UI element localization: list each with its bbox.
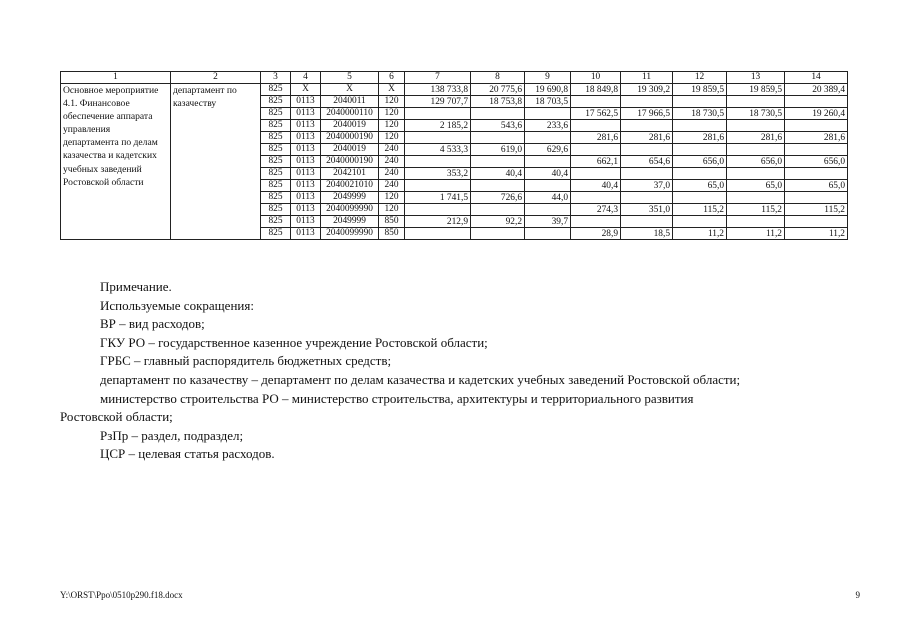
table-cell-col-11: 17 966,5 (621, 108, 673, 120)
table-cell-col-4: 0113 (291, 120, 321, 132)
table-cell-col-14: 11,2 (785, 228, 848, 240)
table-cell-col-13: 18 730,5 (727, 108, 785, 120)
table-cell-col-4: 0113 (291, 204, 321, 216)
column-number-10: 10 (571, 72, 621, 84)
table-cell-col-13: 656,0 (727, 156, 785, 168)
table-cell-col-3: 825 (261, 156, 291, 168)
table-cell-col-14 (785, 168, 848, 180)
table-cell-col-4: X (291, 84, 321, 96)
column-number-11: 11 (621, 72, 673, 84)
table-row (61, 84, 848, 96)
table-cell-col-3: 825 (261, 216, 291, 228)
footer-file-path: Y:\ORST\Ppo\0510p290.f18.docx (60, 590, 183, 600)
table-cell-col-11 (621, 120, 673, 132)
table-cell-col-14 (785, 120, 848, 132)
note-item-vr: ВР – вид расходов; (100, 316, 205, 332)
table-cell-col-12 (673, 192, 727, 204)
executor-cell: департамент по казачеству (171, 84, 261, 240)
note-item-rzpr: РзПр – раздел, подраздел; (100, 427, 244, 443)
column-number-5: 5 (321, 72, 379, 84)
table-cell-col-8 (471, 108, 525, 120)
table-cell-col-5: 2042101 (321, 168, 379, 180)
table-cell-col-13: 19 859,5 (727, 84, 785, 96)
table-cell-col-4: 0113 (291, 96, 321, 108)
table-cell-col-14 (785, 216, 848, 228)
table-cell-col-9: 18 703,5 (525, 96, 571, 108)
table-cell-col-14: 281,6 (785, 132, 848, 144)
table-cell-col-9 (525, 204, 571, 216)
table-cell-col-4: 0113 (291, 216, 321, 228)
table-cell-col-8: 92,2 (471, 216, 525, 228)
table-cell-col-12: 18 730,5 (673, 108, 727, 120)
table-cell-col-9: 40,4 (525, 168, 571, 180)
measure-name-cell: Основное мероприятие 4.1. Финансовое обеспечение аппарата управления департамента по делам казачества и кадетских учебных заведений Ростовской области (61, 84, 171, 240)
table-cell-col-8 (471, 228, 525, 240)
table-cell-col-6: 240 (379, 144, 405, 156)
table-cell-col-4: 0113 (291, 168, 321, 180)
table-cell-col-11 (621, 96, 673, 108)
table-cell-col-10: 28,9 (571, 228, 621, 240)
table-cell-col-6: 120 (379, 192, 405, 204)
table-cell-col-12 (673, 144, 727, 156)
column-number-14: 14 (785, 72, 848, 84)
table-cell-col-9 (525, 108, 571, 120)
table-cell-col-8: 18 753,8 (471, 96, 525, 108)
table-cell-col-5: 2040099990 (321, 204, 379, 216)
table-cell-col-4: 0113 (291, 192, 321, 204)
table-cell-col-3: 825 (261, 144, 291, 156)
column-number-2: 2 (171, 72, 261, 84)
table-cell-col-12: 281,6 (673, 132, 727, 144)
table-cell-col-12: 65,0 (673, 180, 727, 192)
table-cell-col-4: 0113 (291, 228, 321, 240)
table-cell-col-5: 2040000190 (321, 156, 379, 168)
table-cell-col-14 (785, 192, 848, 204)
table-cell-col-10 (571, 96, 621, 108)
table-cell-col-7: 4 533,3 (405, 144, 471, 156)
note-item-gku: ГКУ РО – государственное казенное учреждение Ростовской области; (100, 334, 488, 350)
table-cell-col-14: 20 389,4 (785, 84, 848, 96)
table-cell-col-11: 654,6 (621, 156, 673, 168)
table-cell-col-10: 281,6 (571, 132, 621, 144)
table-cell-col-10 (571, 168, 621, 180)
note-item-csr: ЦСР – целевая статья расходов. (100, 446, 275, 462)
notes-section (60, 278, 860, 464)
note-item-grbs: ГРБС – главный распорядитель бюджетных средств; (100, 353, 392, 369)
table-cell-col-9 (525, 228, 571, 240)
table-cell-col-12 (673, 120, 727, 132)
table-cell-col-6: 120 (379, 204, 405, 216)
table-cell-col-9 (525, 132, 571, 144)
table-cell-col-3: 825 (261, 120, 291, 132)
table-cell-col-14 (785, 96, 848, 108)
table-cell-col-8 (471, 180, 525, 192)
table-cell-col-4: 0113 (291, 144, 321, 156)
table-cell-col-3: 825 (261, 132, 291, 144)
table-cell-col-6: X (379, 84, 405, 96)
footer-page-number: 9 (855, 590, 860, 600)
table-cell-col-13 (727, 120, 785, 132)
table-cell-col-5: 2040000110 (321, 108, 379, 120)
table-cell-col-11 (621, 144, 673, 156)
table-cell-col-9: 39,7 (525, 216, 571, 228)
table-cell-col-14 (785, 144, 848, 156)
table-cell-col-6: 120 (379, 108, 405, 120)
column-number-1: 1 (61, 72, 171, 84)
table-cell-col-13: 11,2 (727, 228, 785, 240)
table-cell-col-7 (405, 132, 471, 144)
table-cell-col-3: 825 (261, 228, 291, 240)
table-cell-col-5: 2040019 (321, 144, 379, 156)
table-cell-col-7 (405, 156, 471, 168)
column-number-13: 13 (727, 72, 785, 84)
table-cell-col-5: 2049999 (321, 216, 379, 228)
table-cell-col-13 (727, 144, 785, 156)
column-number-9: 9 (525, 72, 571, 84)
table-cell-col-12 (673, 216, 727, 228)
table-cell-col-4: 0113 (291, 180, 321, 192)
table-cell-col-4: 0113 (291, 132, 321, 144)
table-cell-col-6: 120 (379, 132, 405, 144)
table-cell-col-3: 825 (261, 204, 291, 216)
table-cell-col-6: 240 (379, 180, 405, 192)
table-cell-col-9 (525, 180, 571, 192)
table-cell-col-4: 0113 (291, 108, 321, 120)
table-cell-col-3: 825 (261, 192, 291, 204)
table-cell-col-11 (621, 216, 673, 228)
table-cell-col-12 (673, 168, 727, 180)
budget-table (60, 71, 848, 240)
table-cell-col-12: 115,2 (673, 204, 727, 216)
table-cell-col-7 (405, 204, 471, 216)
table-cell-col-11 (621, 168, 673, 180)
table-cell-col-5: 2040099990 (321, 228, 379, 240)
table-cell-col-8: 726,6 (471, 192, 525, 204)
table-cell-col-10 (571, 144, 621, 156)
table-cell-col-6: 120 (379, 96, 405, 108)
note-item-department: департамент по казачеству – департамент по делам казачества и кадетских учебных заведений Ростовской области; (100, 371, 741, 387)
table-cell-col-8 (471, 156, 525, 168)
table-cell-col-13: 281,6 (727, 132, 785, 144)
table-cell-col-6: 850 (379, 228, 405, 240)
table-cell-col-14: 656,0 (785, 156, 848, 168)
table-cell-col-11: 18,5 (621, 228, 673, 240)
table-cell-col-8: 20 775,6 (471, 84, 525, 96)
table-cell-col-12: 11,2 (673, 228, 727, 240)
table-cell-col-4: 0113 (291, 156, 321, 168)
table-cell-col-10: 17 562,5 (571, 108, 621, 120)
table-cell-col-10: 662,1 (571, 156, 621, 168)
table-cell-col-13 (727, 168, 785, 180)
table-cell-col-8: 543,6 (471, 120, 525, 132)
table-cell-col-6: 120 (379, 120, 405, 132)
table-cell-col-12: 656,0 (673, 156, 727, 168)
table-cell-col-11 (621, 192, 673, 204)
table-cell-col-7: 129 707,7 (405, 96, 471, 108)
table-cell-col-13: 115,2 (727, 204, 785, 216)
table-cell-col-9: 19 690,8 (525, 84, 571, 96)
table-cell-col-7: 1 741,5 (405, 192, 471, 204)
table-cell-col-14: 115,2 (785, 204, 848, 216)
table-cell-col-7: 212,9 (405, 216, 471, 228)
table-cell-col-11: 37,0 (621, 180, 673, 192)
table-cell-col-9: 44,0 (525, 192, 571, 204)
table-cell-col-14: 19 260,4 (785, 108, 848, 120)
notes-title: Примечание. (100, 279, 172, 294)
table-cell-col-5: 2040011 (321, 96, 379, 108)
table-cell-col-3: 825 (261, 96, 291, 108)
table-cell-col-7: 2 185,2 (405, 120, 471, 132)
column-number-3: 3 (261, 72, 291, 84)
table-cell-col-9 (525, 156, 571, 168)
table-header-row (61, 72, 848, 84)
column-number-7: 7 (405, 72, 471, 84)
table-cell-col-13 (727, 216, 785, 228)
table-cell-col-5: 2040019 (321, 120, 379, 132)
table-cell-col-5: 2040000190 (321, 132, 379, 144)
column-number-12: 12 (673, 72, 727, 84)
table-cell-col-6: 850 (379, 216, 405, 228)
table-cell-col-9: 233,6 (525, 120, 571, 132)
table-cell-col-3: 825 (261, 84, 291, 96)
table-cell-col-11: 351,0 (621, 204, 673, 216)
table-cell-col-9: 629,6 (525, 144, 571, 156)
table-cell-col-5: 2049999 (321, 192, 379, 204)
table-cell-col-10 (571, 216, 621, 228)
table-cell-col-13 (727, 96, 785, 108)
table-cell-col-7: 353,2 (405, 168, 471, 180)
note-ministry-line2: Ростовской области; (60, 409, 173, 425)
table-cell-col-3: 825 (261, 108, 291, 120)
table-cell-col-8 (471, 204, 525, 216)
notes-intro: Используемые сокращения: (100, 297, 254, 313)
table-cell-col-8: 40,4 (471, 168, 525, 180)
table-cell-col-5: 2040021010 (321, 180, 379, 192)
table-cell-col-12: 19 859,5 (673, 84, 727, 96)
table-cell-col-11: 281,6 (621, 132, 673, 144)
table-cell-col-11: 19 309,2 (621, 84, 673, 96)
table-cell-col-5: X (321, 84, 379, 96)
table-cell-col-8: 619,0 (471, 144, 525, 156)
table-cell-col-7 (405, 228, 471, 240)
table-cell-col-3: 825 (261, 168, 291, 180)
table-cell-col-6: 240 (379, 156, 405, 168)
table-cell-col-8 (471, 132, 525, 144)
note-ministry-line1: министерство строительства РО – министерство строительства, архитектуры и территориального развития (100, 390, 694, 406)
table-cell-col-7 (405, 108, 471, 120)
table-cell-col-13: 65,0 (727, 180, 785, 192)
table-cell-col-10: 274,3 (571, 204, 621, 216)
column-number-6: 6 (379, 72, 405, 84)
table-cell-col-10 (571, 120, 621, 132)
table-cell-col-6: 240 (379, 168, 405, 180)
table-cell-col-3: 825 (261, 180, 291, 192)
column-number-4: 4 (291, 72, 321, 84)
table-cell-col-13 (727, 192, 785, 204)
table-cell-col-10: 40,4 (571, 180, 621, 192)
table-cell-col-12 (673, 96, 727, 108)
table-cell-col-7: 138 733,8 (405, 84, 471, 96)
note-item-ministry (60, 390, 860, 427)
table-cell-col-10: 18 849,8 (571, 84, 621, 96)
table-cell-col-14: 65,0 (785, 180, 848, 192)
column-number-8: 8 (471, 72, 525, 84)
table-cell-col-7 (405, 180, 471, 192)
table-cell-col-10 (571, 192, 621, 204)
